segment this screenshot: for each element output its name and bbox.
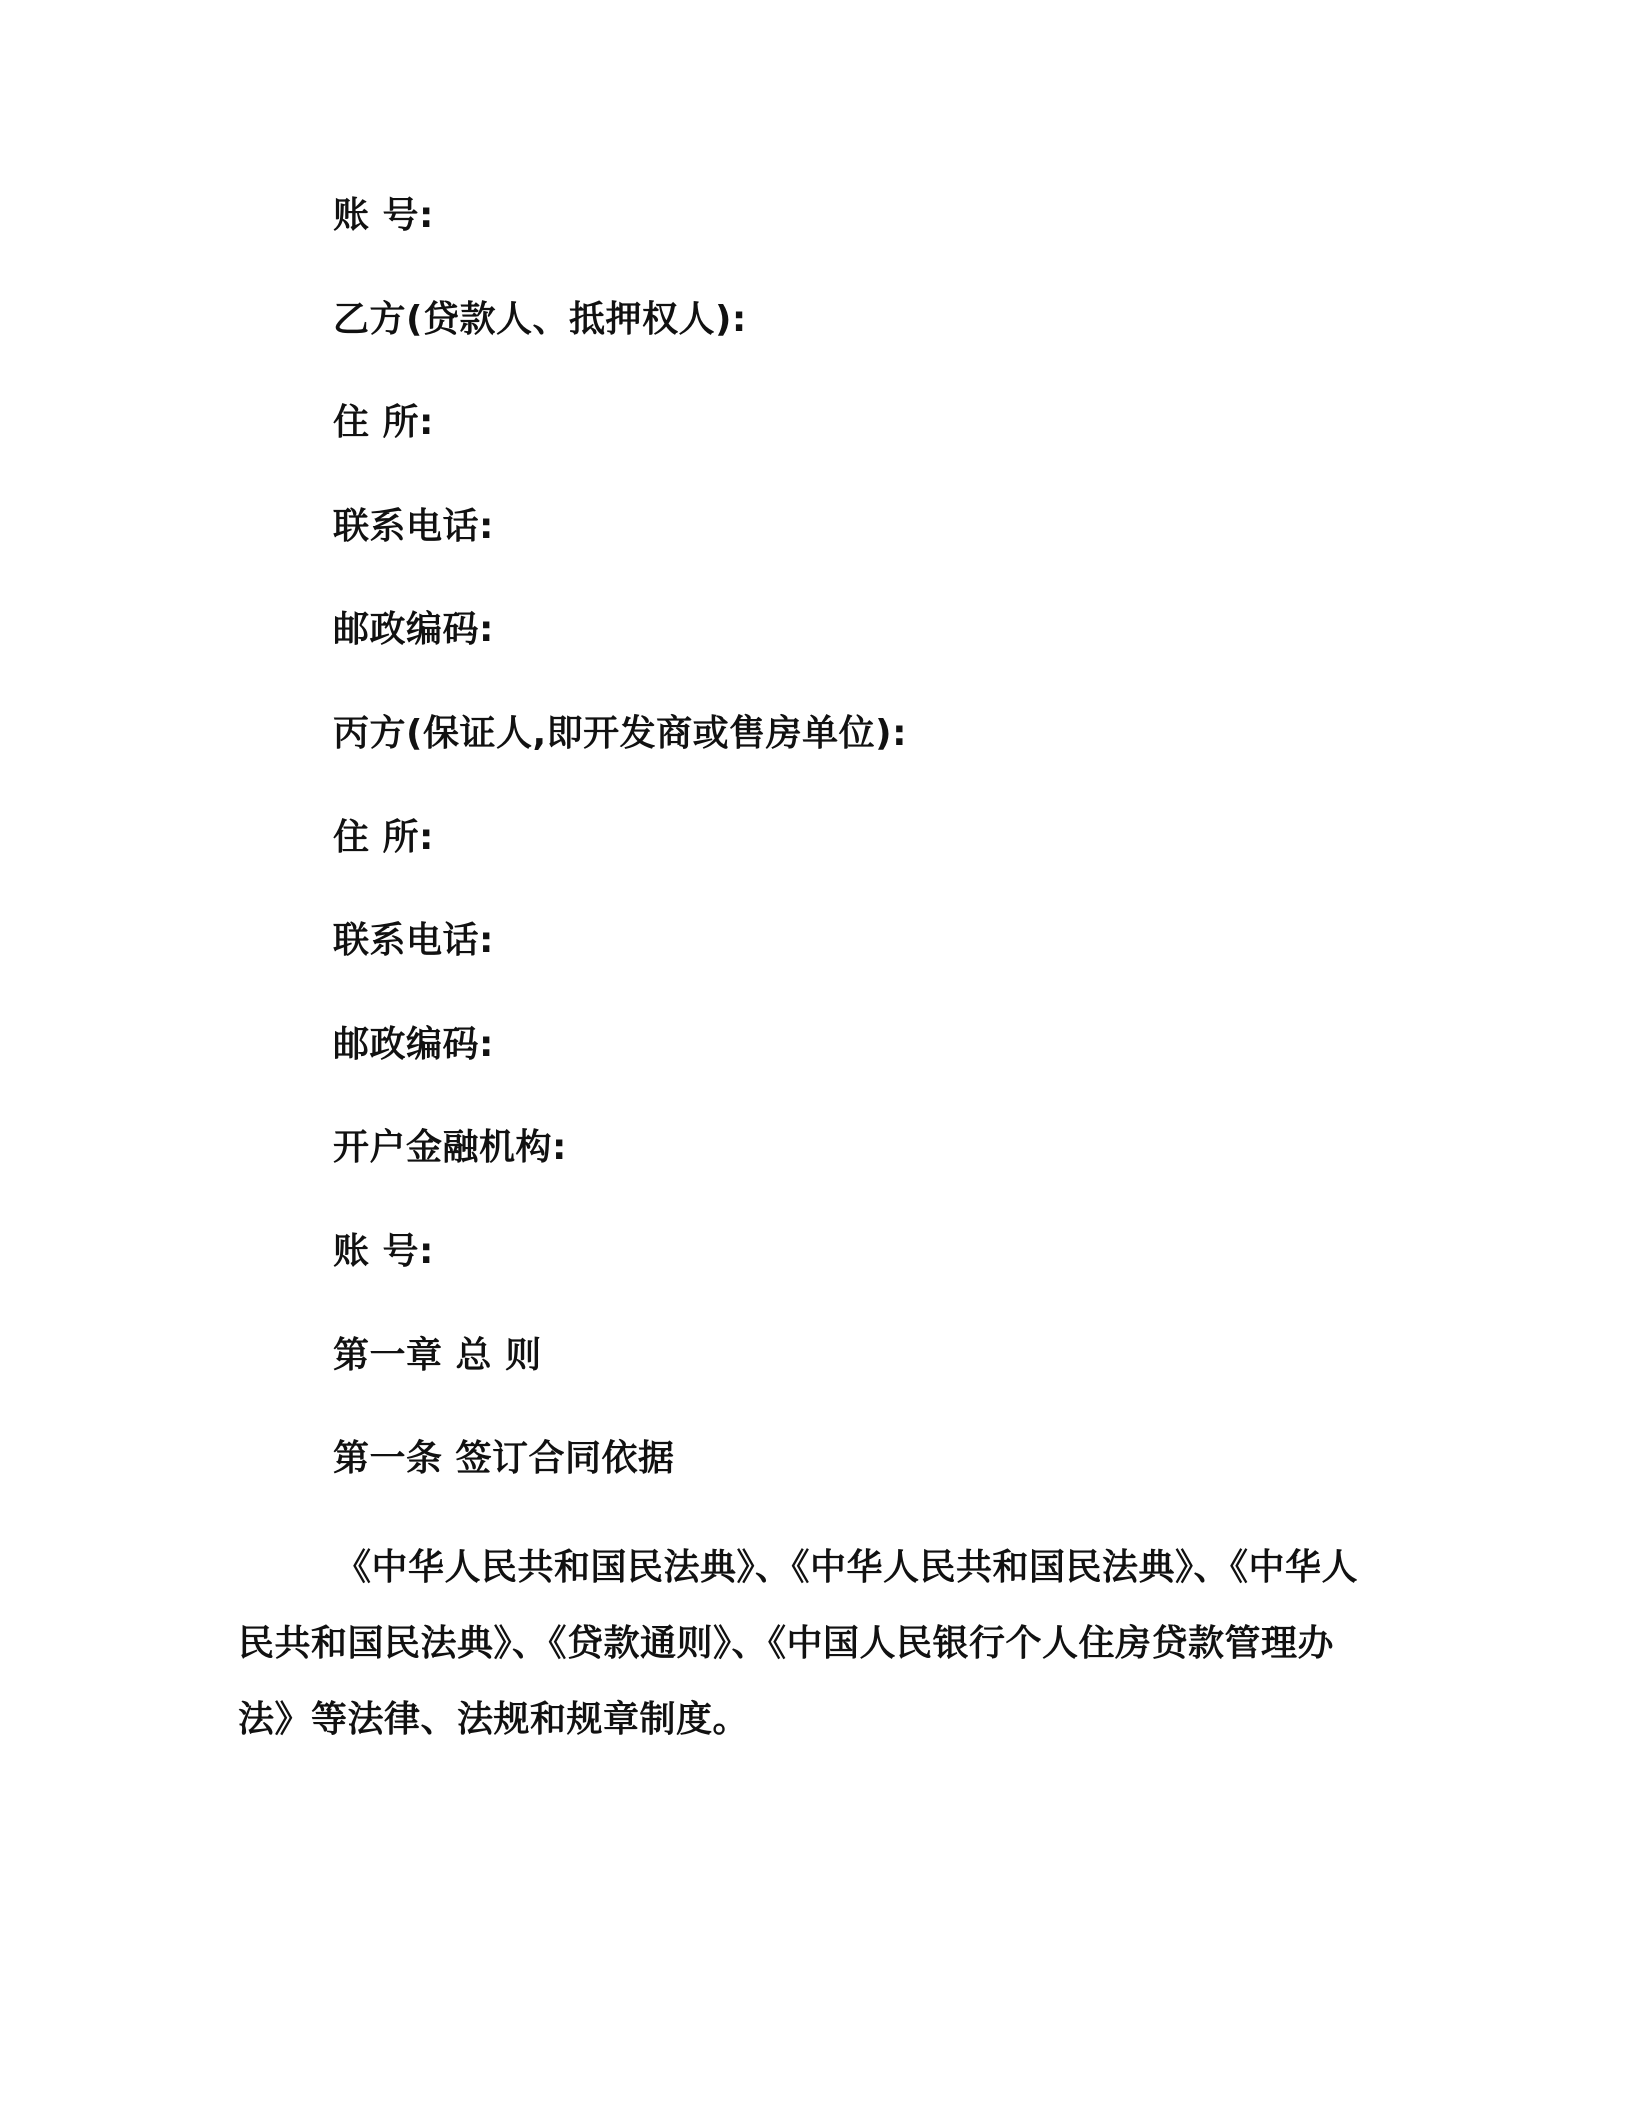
article-heading: 第一条 签订合同依据 — [333, 1438, 675, 1479]
contract-basis-paragraph: 《中华人民共和国民法典》、《中华人民共和国民法典》、《中华人民共和国民法典》、《贷款通则》、《中国人民银行个人住房贷款管理办法》等法律、法规和规章制度。 — [238, 1547, 1359, 1740]
party-c-account-number-label: 账 号: — [333, 1231, 434, 1272]
party-b-phone-label: 联系电话: — [333, 506, 494, 547]
bank-institution-label: 开户金融机构: — [333, 1127, 567, 1168]
party-b-lender-label: 乙方(贷款人、抵押权人): — [333, 299, 747, 340]
party-c-guarantor-label: 丙方(保证人,即开发商或售房单位): — [333, 713, 907, 754]
chapter-heading: 第一章 总 则 — [333, 1335, 542, 1376]
account-number-label: 账 号: — [333, 195, 434, 236]
party-b-address-label: 住 所: — [333, 402, 434, 443]
party-c-address-label: 住 所: — [333, 817, 434, 858]
party-c-postal-code-label: 邮政编码: — [333, 1024, 494, 1065]
party-c-phone-label: 联系电话: — [333, 920, 494, 961]
party-b-postal-code-label: 邮政编码: — [333, 609, 494, 650]
